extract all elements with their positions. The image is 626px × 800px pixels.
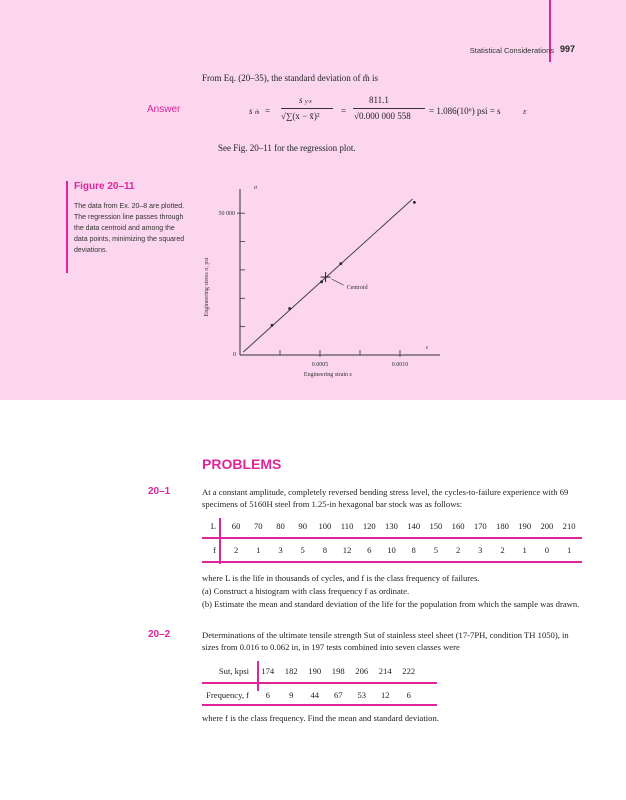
table-cell: 2 (233, 545, 239, 555)
data-point (288, 307, 291, 310)
table-divider (202, 537, 582, 539)
table-cell: 1 (566, 545, 572, 555)
table-cell: 214 (378, 666, 392, 676)
answer-label: Answer (147, 104, 181, 115)
eq-equals-2: = (341, 106, 347, 116)
table-cell: 10 (387, 545, 396, 555)
table-cell: 206 (355, 666, 369, 676)
table-cell: 6 (265, 690, 270, 700)
see-figure-text: See Fig. 20–11 for the regression plot. (218, 143, 356, 153)
eq-result: = 1.086(10⁶) psi = s (429, 106, 501, 116)
y-axis-symbol: σ (254, 185, 257, 191)
table-cell: 6 (406, 690, 411, 700)
table-cell: 70 (253, 521, 263, 531)
table-cell: 120 (362, 521, 376, 531)
table-cell: 150 (429, 521, 443, 531)
table-cell: 210 (562, 521, 576, 531)
table-cell: 1 (522, 545, 527, 555)
table-cell: 44 (310, 690, 320, 700)
eq-den2: √0.000 000 558 (354, 111, 411, 121)
table-cell: 100 (318, 521, 332, 531)
table-cell: 53 (357, 690, 367, 700)
table-cell: 174 (261, 666, 275, 676)
figure-caption: The data from Ex. 20–8 are plotted. The regression line passes through the data centroid and among the data points, minimizing the squared deviations. (74, 203, 185, 254)
table-cell: 182 (284, 666, 298, 676)
x-axis-label: Engineering strain ε (303, 372, 353, 378)
table-cell: 12 (342, 545, 352, 555)
eq-equals-1: = (265, 106, 271, 116)
figure-title: Figure 20–11 (74, 181, 135, 192)
regression-line (243, 199, 412, 352)
centroid-label: Centroid (346, 285, 368, 292)
eq-num1-sub: y·x (305, 99, 312, 105)
data-point (271, 324, 274, 327)
table-cell: 140 (407, 521, 421, 531)
eq-result-sub: E (523, 110, 527, 116)
table-cell: 5 (433, 545, 439, 555)
problem-number-2: 20–2 (148, 629, 171, 640)
x-tick-label: 0.0010 (391, 362, 409, 368)
table-bottom-rule (202, 561, 582, 563)
table-cell: 3 (278, 545, 283, 555)
table-cell: 80 (276, 521, 285, 531)
table-divider (202, 682, 437, 684)
origin-label: 0 (233, 352, 236, 358)
table-cell: 60 (231, 521, 241, 531)
table-cell: 8 (322, 545, 328, 555)
centroid-leader (332, 279, 344, 285)
eq-num1: s (299, 95, 303, 105)
table-cell: 5 (300, 545, 305, 555)
eq-lhs-sub: m̂ (255, 110, 260, 116)
data-point (320, 280, 323, 283)
table-cell: 190 (518, 521, 532, 531)
x-axis-symbol: ε (426, 345, 429, 351)
table-cell: 198 (331, 666, 345, 676)
table-cell: 160 (451, 521, 465, 531)
table-cell: 2 (455, 545, 461, 555)
table-cell: 1 (256, 545, 261, 555)
table-cell: 130 (385, 521, 398, 531)
eq-num2: 811.1 (369, 95, 389, 105)
table-cell: 12 (380, 690, 390, 700)
table-cell: 0 (544, 545, 550, 555)
problem-1-part-b: (b) Estimate the mean and standard deviation of the life for the population from which the sample was drawn. (202, 599, 580, 609)
problem-1-text: At a constant amplitude, completely reversed bending stress level, the cycles-to-failure experience with 69 specimens of 5160H steel from 1.25-in hexagonal bar stock was as follows: (202, 487, 569, 509)
data-point (339, 262, 342, 265)
table-cell: 9 (289, 690, 294, 700)
eq-lhs: s (249, 106, 253, 116)
x-tick-label: 0.0005 (311, 362, 329, 368)
problem-2-where: where f is the class frequency. Find the mean and standard deviation. (202, 713, 439, 723)
page-number: 997 (560, 44, 576, 54)
table-cell: 2 (500, 545, 505, 555)
table-cell: 90 (298, 521, 307, 531)
table-row-label: f (213, 545, 216, 555)
y-tick-label: 50 000 (218, 211, 235, 218)
problem-number-1: 20–1 (148, 486, 171, 497)
table-column-rule (257, 661, 259, 691)
problem-1-where: where L is the life in thousands of cycles, and f is the class frequency of failures. (202, 573, 480, 583)
table-row-label: Sut, kpsi (218, 666, 249, 676)
table-bottom-rule (202, 704, 437, 706)
problem-1-part-a: (a) Construct a histogram with class frequency f as ordinate. (202, 586, 410, 596)
table-cell: 67 (333, 690, 343, 700)
eq-den1: √∑(x − x̄)² (281, 111, 320, 121)
table-cell: 110 (340, 521, 354, 531)
table-cell: 180 (496, 521, 509, 531)
table-cell: 200 (540, 521, 554, 531)
y-axis-label: Engineering stress σ, psi (204, 257, 210, 317)
table-row-label: L (210, 521, 216, 531)
data-point (413, 201, 416, 204)
problems-heading: PROBLEMS (202, 456, 282, 472)
table-cell: 190 (308, 666, 322, 676)
table-cell: 170 (473, 521, 487, 531)
table-cell: 8 (411, 545, 416, 555)
table-cell: 6 (367, 545, 372, 555)
problem-2-text: Determinations of the ultimate tensile strength Sut of stainless steel sheet (17-7PH, condition TH 1050), in sizes from 0.016 to 0.062 in, in 197 tests combined into seven classes were (202, 630, 569, 652)
running-head: Statistical Considerations (469, 46, 554, 55)
intro-text: From Eq. (20–35), the standard deviation of m̂ is (202, 73, 378, 83)
table-cell: 222 (402, 666, 416, 676)
table-row-label: Frequency, f (206, 690, 249, 700)
table-cell: 3 (478, 545, 483, 555)
table-column-rule (219, 518, 221, 564)
